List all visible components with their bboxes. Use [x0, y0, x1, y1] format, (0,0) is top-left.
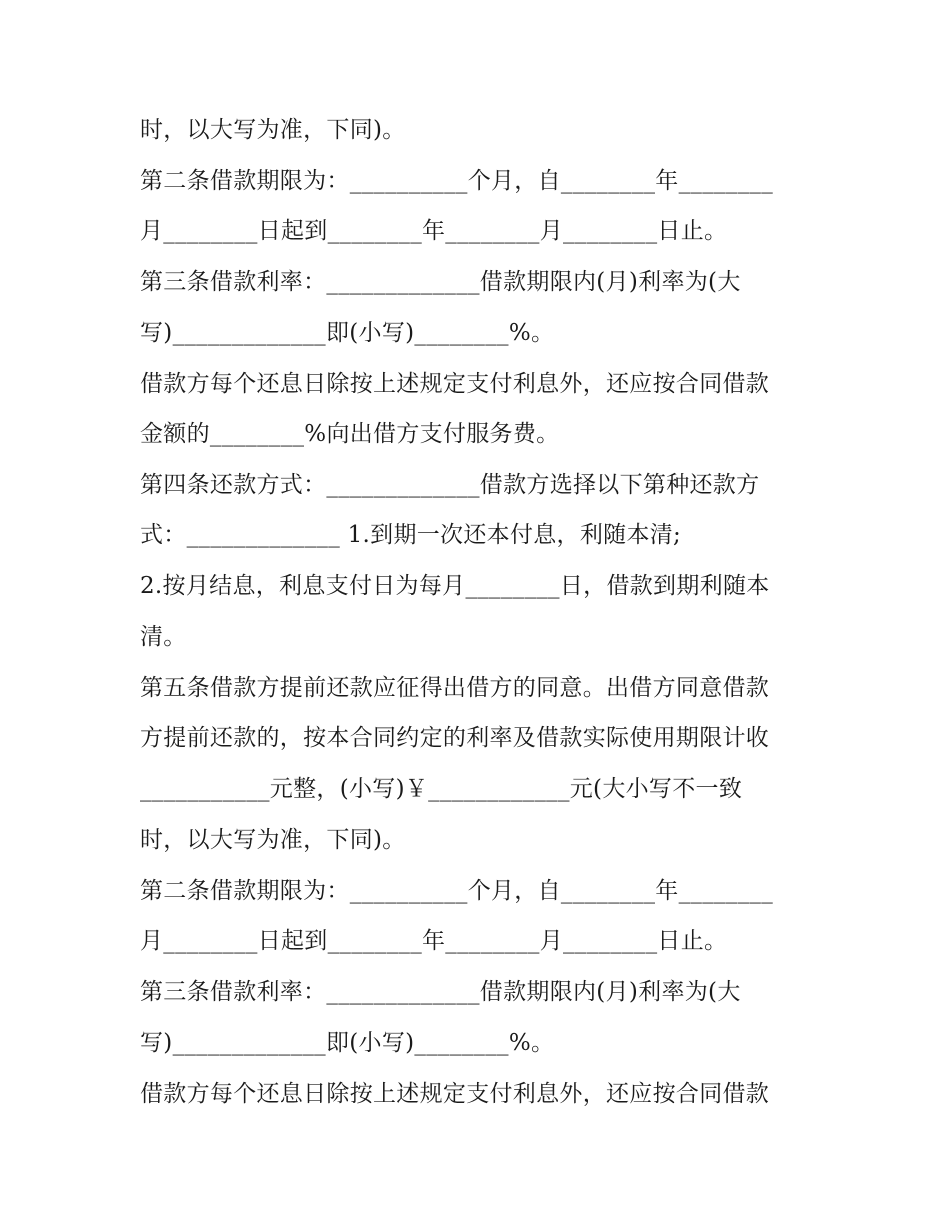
text-line: 第二条借款期限为：__________个月，自________年________	[140, 878, 773, 904]
text-line: 月________日起到________年________月________日止。	[140, 218, 728, 244]
text-line: ___________元整，(小写)￥____________元(大小写不一致	[140, 776, 743, 802]
text-line: 2.按月结息，利息支付日为每月________日，借款到期利随本	[140, 573, 770, 599]
text-line: 借款方每个还息日除按上述规定支付利息外，还应按合同借款	[140, 371, 770, 397]
text-line: 时，以大写为准，下同)。	[140, 827, 406, 853]
text-line: 写)_____________即(小写)________%。	[140, 320, 555, 346]
text-line: 第二条借款期限为：__________个月，自________年________	[140, 168, 773, 194]
text-line: 月________日起到________年________月________日止。	[140, 928, 728, 954]
text-line: 第三条借款利率：_____________借款期限内(月)利率为(大	[140, 269, 741, 295]
text-line: 金额的________%向出借方支付服务费。	[140, 421, 560, 447]
text-line: 借款方每个还息日除按上述规定支付利息外，还应按合同借款	[140, 1081, 770, 1107]
text-line: 第三条借款利率：_____________借款期限内(月)利率为(大	[140, 979, 741, 1005]
text-line: 方提前还款的，按本合同约定的利率及借款实际使用期限计收	[140, 725, 770, 751]
text-line: 式：_____________ 1.到期一次还本付息，利随本清;	[140, 522, 682, 548]
text-line: 清。	[140, 624, 187, 650]
text-line: 第五条借款方提前还款应征得出借方的同意。出借方同意借款	[140, 675, 770, 701]
text-line: 第四条还款方式：_____________借款方选择以下第种还款方	[140, 472, 760, 498]
text-line: 写)_____________即(小写)________%。	[140, 1030, 555, 1056]
text-line: 时，以大写为准，下同)。	[140, 117, 406, 143]
